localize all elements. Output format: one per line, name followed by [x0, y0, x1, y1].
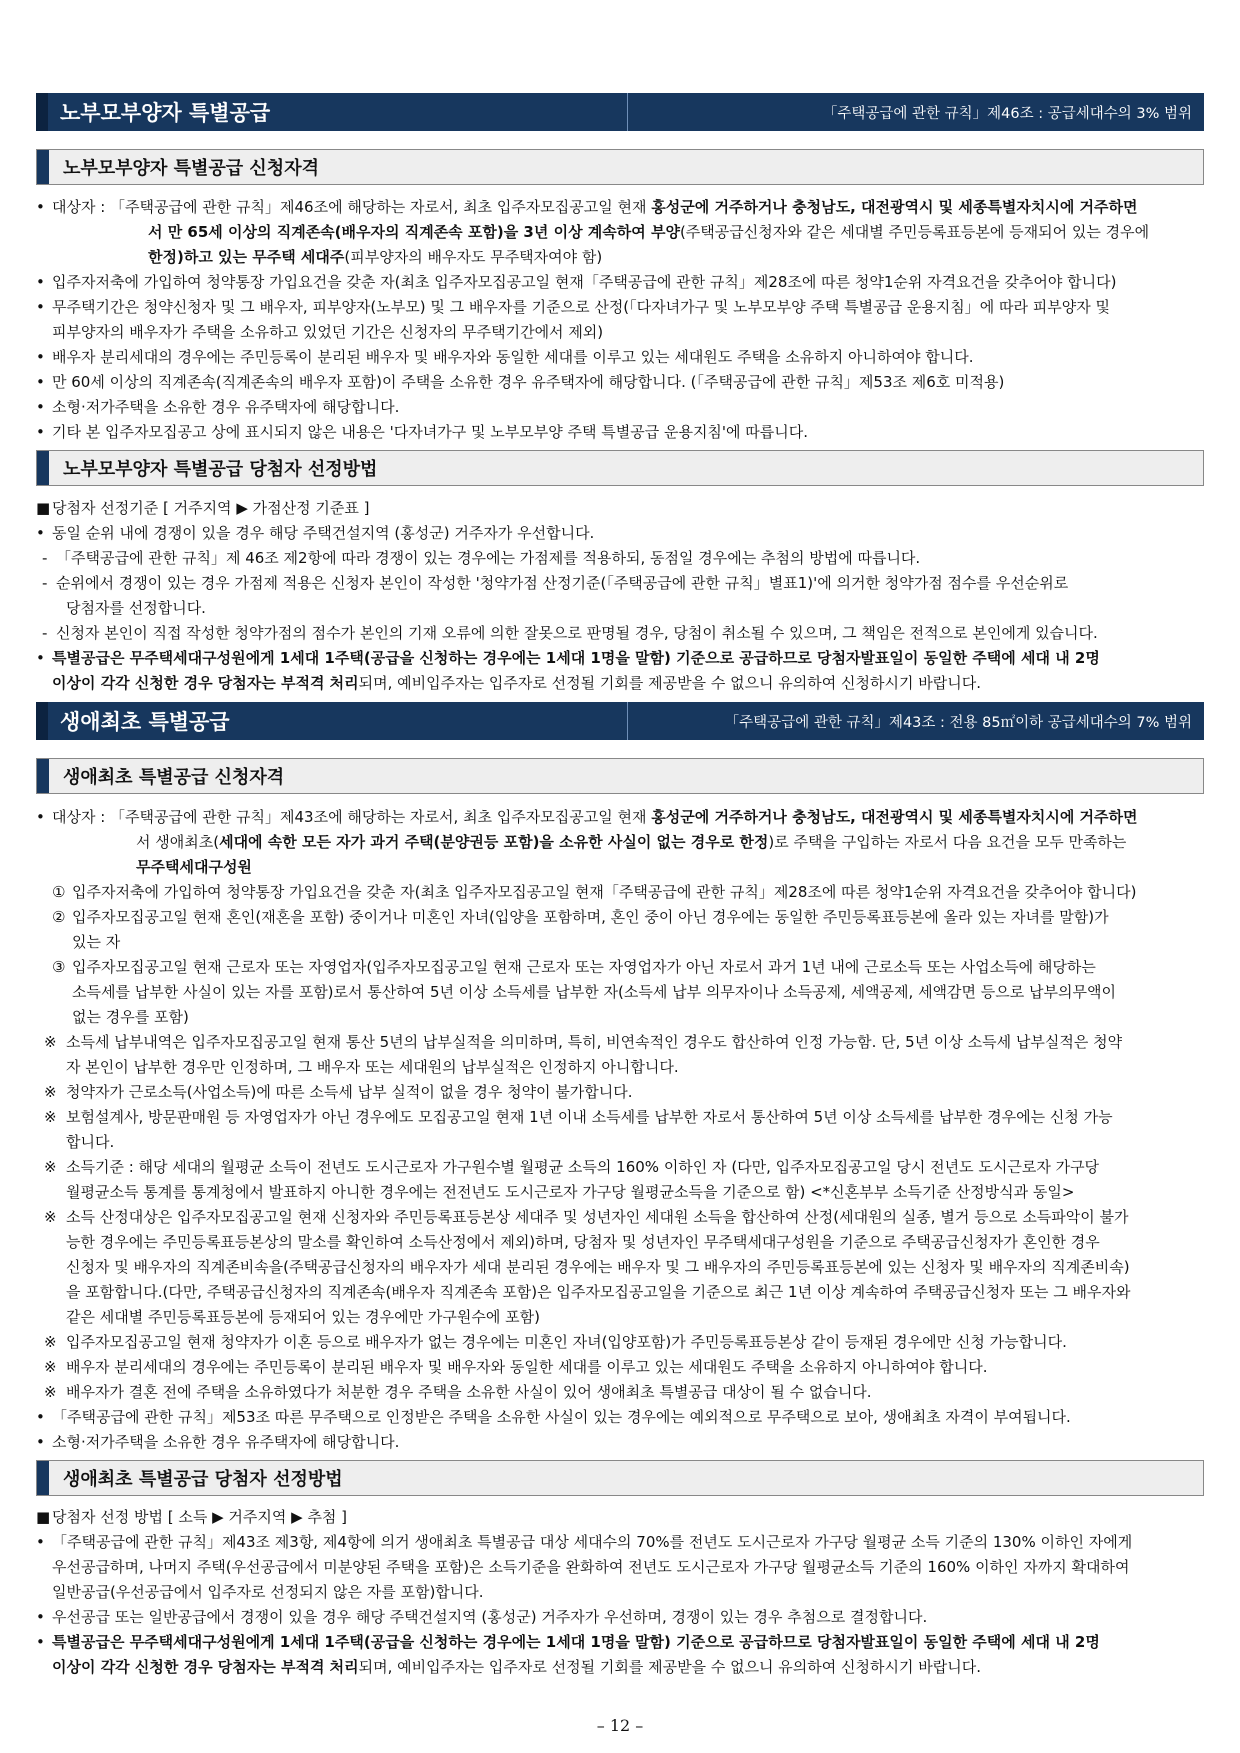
subsection-accent: [37, 1461, 49, 1495]
section-reference: 「주택공급에 관한 규칙」제46조 : 공급세대수의 3% 범위: [822, 105, 1192, 122]
list-item: • 대상자 : 「주택공급에 관한 규칙」제46조에 해당하는 자로서, 최초 입주자모집공고일 현재 홍성군에 거주하거나 충청남도, 대전광역시 및 세종특별자치시에 거주하면: [36, 198, 1138, 216]
subsection-header-eligibility: [36, 758, 1204, 794]
list-item: • 기타 본 입주자모집공고 상에 표시되지 않은 내용은 '다자녀가구 및 노부모부양 주택 특별공급 운용지침'에 따릅니다.: [36, 423, 809, 441]
list-item: ■ 당첨자 선정 방법 [ 소득 ▶ 거주지역 ▶ 추첨 ]: [36, 1508, 348, 1526]
numbered-item-cont: 소득세를 납부한 사실이 있는 자를 포함)로서 통산하여 5년 이상 소득세를 납부한 자(소득세 납부 의무자이나 소득공제, 세액공제, 세액감면 등으로 납부의무액이: [72, 983, 1116, 1001]
selection-text-block: [36, 496, 1206, 696]
note-item-cont: 을 포함합니다.(다만, 주택공급신청자의 직계존속(배우자 직계존속 포함)은 입주자모집공고일을 기준으로 최근 1년 이상 계속하여 주택공급신청자 또는 그 배우자와: [66, 1283, 1131, 1301]
note-item-cont: 같은 세대별 주민등록표등본에 등재되어 있는 경우에만 가구원수에 포함): [66, 1308, 540, 1326]
numbered-item: ③ 입주자모집공고일 현재 근로자 또는 자영업자(입주자모집공고일 현재 근로자 또는 자영업자가 아닌 자로서 과거 1년 내에 근로소득 또는 사업소득에 해당하는: [52, 958, 1096, 976]
section-reference: 「주택공급에 관한 규칙」제43조 : 전용 85㎡이하 공급세대수의 7% 범위: [724, 714, 1192, 731]
list-item: • 대상자 : 「주택공급에 관한 규칙」제43조에 해당하는 자로서, 최초 입주자모집공고일 현재 홍성군에 거주하거나 충청남도, 대전광역시 및 세종특별자치시에 거주하면: [36, 808, 1138, 826]
section-title: 생애최초 특별공급: [48, 702, 628, 740]
note-item-cont: 합니다.: [66, 1133, 115, 1151]
list-item: • 만 60세 이상의 직계존속(직계존속의 배우자 포함)이 주택을 소유한 경우 유주택자에 해당합니다. (「주택공급에 관한 규칙」제53조 제6호 미적용): [36, 373, 1005, 391]
subsection-header-selection: [36, 450, 1204, 486]
list-item: • 배우자 분리세대의 경우에는 주민등록이 분리된 배우자 및 배우자와 동일한 세대를 이루고 있는 세대원도 주택을 소유하지 아니하여야 합니다.: [36, 348, 974, 366]
section-title: 노부모부양자 특별공급: [48, 93, 628, 131]
list-item: • 무주택기간은 청약신청자 및 그 배우자, 피부양자(노부모) 및 그 배우자를 기준으로 산정(「다자녀가구 및 노부모부양 주택 특별공급 운용지침」에 따라 피부양자 및: [36, 298, 1111, 316]
numbered-item: ② 입주자모집공고일 현재 혼인(재혼을 포함) 중이거나 미혼인 자녀(입양을 포함하며, 혼인 중이 아닌 경우에는 동일한 주민등록표등본에 올라 있는 자녀를 말함)가: [52, 908, 1109, 926]
list-item: • 특별공급은 무주택세대구성원에게 1세대 1주택(공급을 신청하는 경우에는 1세대 1명을 말함) 기준으로 공급하므로 당첨자발표일이 동일한 주택에 세대 내 2명: [36, 1633, 1100, 1651]
list-item: • 우선공급 또는 일반공급에서 경쟁이 있을 경우 해당 주택건설지역 (홍성군) 거주자가 우선하며, 경쟁이 있는 경우 추첨으로 결정합니다.: [36, 1608, 928, 1626]
note-item: ※ 배우자 분리세대의 경우에는 주민등록이 분리된 배우자 및 배우자와 동일한 세대를 이루고 있는 세대원도 주택을 소유하지 아니하여야 합니다.: [44, 1358, 988, 1376]
note-item: ※ 소득 산정대상은 입주자모집공고일 현재 신청자와 주민등록표등본상 세대주 및 성년자인 세대원 소득을 합산하여 산정(세대원의 실종, 별거 등으로 소득파악이 불가: [44, 1208, 1129, 1226]
list-item: • 소형·저가주택을 소유한 경우 유주택자에 해당합니다.: [36, 398, 400, 416]
list-item: - 신청자 본인이 직접 작성한 청약가점의 점수가 본인의 기재 오류에 의한 잘못으로 판명될 경우, 당첨이 취소될 수 있으며, 그 책임은 전적으로 본인에게 있습니다.: [42, 624, 1098, 642]
first-time-eligibility-block: [36, 805, 1206, 1455]
list-item-cont: 우선공급하며, 나머지 주택(우선공급에서 미분양된 주택을 포함)은 소득기준을 완화하여 전년도 도시근로자 가구당 월평균소득 기준의 160% 이하인 자까지 확대하여: [52, 1558, 1130, 1576]
note-item: ※ 소득기준 : 해당 세대의 월평균 소득이 전년도 도시근로자 가구원수별 월평균 소득의 160% 이하인 자 (다만, 입주자모집공고일 당시 전년도 도시근로자 가구당: [44, 1158, 1100, 1176]
note-item-cont: 자 본인이 납부한 경우만 인정하며, 그 배우자 또는 세대원의 납부실적은 인정하지 아니합니다.: [66, 1058, 679, 1076]
list-item-cont: 일반공급(우선공급에서 입주자로 선정되지 않은 자를 포함)합니다.: [52, 1583, 484, 1601]
note-item: ※ 배우자가 결혼 전에 주택을 소유하였다가 처분한 경우 주택을 소유한 사실이 있어 생애최초 특별공급 대상이 될 수 없습니다.: [44, 1383, 872, 1401]
list-item: - 「주택공급에 관한 규칙」제 46조 제2항에 따라 경쟁이 있는 경우에는 가점제를 적용하되, 동점일 경우에는 추첨의 방법에 따릅니다.: [42, 549, 921, 567]
list-item: • 「주택공급에 관한 규칙」제43조 제3항, 제4항에 의거 생애최초 특별공급 대상 세대수의 70%를 전년도 도시근로자 가구당 월평균 소득 기준의 130% 이하인 자에게: [36, 1533, 1133, 1551]
list-item-cont: 서 생애최초(세대에 속한 모든 자가 과거 주택(분양권등 포함)을 소유한 사실이 없는 경우로 한정)로 주택을 구입하는 자로서 다음 요건을 모두 만족하는: [136, 833, 1127, 851]
numbered-item-cont: 없는 경우를 포함): [72, 1008, 189, 1026]
note-item-cont: 신청자 및 배우자의 직계존비속을(주택공급신청자의 배우자가 세대 분리된 경우에는 배우자 및 그 배우자의 주민등록표등본에 있는 신청자 및 배우자의 직계존비속): [66, 1258, 1130, 1276]
subsection-accent: [37, 150, 49, 184]
list-item-cont: 서 만 65세 이상의 직계존속(배우자의 직계존속 포함)을 3년 이상 계속하여 부양(주택공급신청자와 같은 세대별 주민등록표등본에 등재되어 있는 경우에: [148, 223, 1150, 241]
subsection-accent: [37, 759, 49, 793]
note-item-cont: 능한 경우에는 주민등록표등본상의 말소를 확인하여 소득산정에서 제외)하며, 당첨자 및 성년자인 무주택세대구성원을 기준으로 주택공급신청자가 혼인한 경우: [66, 1233, 1100, 1251]
numbered-item-cont: 있는 자: [72, 933, 121, 951]
section-header-parent-support: [36, 93, 1204, 131]
note-item: ※ 보험설계사, 방문판매원 등 자영업자가 아닌 경우에도 모집공고일 현재 1년 이내 소득세를 납부한 자로서 통산하여 5년 이상 소득세를 납부한 경우에는 신청 가능: [44, 1108, 1113, 1126]
note-item-cont: 월평균소득 통계를 통계청에서 발표하지 아니한 경우에는 전전년도 도시근로자 가구당 월평균소득을 기준으로 함) <*신혼부부 소득기준 산정방식과 동일>: [66, 1183, 1075, 1201]
subsection-title: 생애최초 특별공급 당첨자 선정방법: [63, 1469, 343, 1490]
list-item: • 소형·저가주택을 소유한 경우 유주택자에 해당합니다.: [36, 1433, 400, 1451]
list-item: ■ 당첨자 선정기준 [ 거주지역 ▶ 가점산정 기준표 ]: [36, 499, 370, 517]
eligibility-text-block: [36, 195, 1206, 445]
note-item: ※ 소득세 납부내역은 입주자모집공고일 현재 통산 5년의 납부실적을 의미하며, 특히, 비연속적인 경우도 합산하여 인정 가능함. 단, 5년 이상 소득세 납부실적은 청약: [44, 1033, 1123, 1051]
subsection-title: 노부모부양자 특별공급 당첨자 선정방법: [63, 459, 378, 480]
list-item-cont: 한정)하고 있는 무주택 세대주(피부양자의 배우자도 무주택자여야 함): [148, 248, 603, 266]
list-item-cont: 피부양자의 배우자가 주택을 소유하고 있었던 기간은 신청자의 무주택기간에서 제외): [52, 323, 604, 341]
list-item-cont: 당첨자를 선정합니다.: [66, 599, 206, 617]
page-number: – 12 –: [596, 1716, 644, 1735]
note-item: ※ 입주자모집공고일 현재 청약자가 이혼 등으로 배우자가 없는 경우에는 미혼인 자녀(입양포함)가 주민등록표등본상 같이 등재된 경우에만 신청 가능합니다.: [44, 1333, 1067, 1351]
subsection-header-eligibility: [36, 149, 1204, 185]
list-item: • 특별공급은 무주택세대구성원에게 1세대 1주택(공급을 신청하는 경우에는 1세대 1명을 말함) 기준으로 공급하므로 당첨자발표일이 동일한 주택에 세대 내 2명: [36, 649, 1100, 667]
list-item-cont: 이상이 각각 신청한 경우 당첨자는 부적격 처리되며, 예비입주자는 입주자로 선정될 기회를 제공받을 수 없으니 유의하여 신청하시기 바랍니다.: [52, 674, 981, 692]
subsection-title: 노부모부양자 특별공급 신청자격: [63, 158, 319, 179]
list-item: - 순위에서 경쟁이 있는 경우 가점제 적용은 신청자 본인이 작성한 '청약가점 산정기준(「주택공급에 관한 규칙」별표1)'에 의거한 청약가점 점수를 우선순위로: [42, 574, 1069, 592]
subsection-header-selection: [36, 1460, 1204, 1496]
subsection-title: 생애최초 특별공급 신청자격: [63, 767, 285, 788]
list-item: • 입주자저축에 가입하여 청약통장 가입요건을 갖춘 자(최초 입주자모집공고일 현재「주택공급에 관한 규칙」제28조에 따른 청약1순위 자격요건을 갖추어야 합니다): [36, 273, 1117, 291]
list-item: • 동일 순위 내에 경쟁이 있을 경우 해당 주택건설지역 (홍성군) 거주자가 우선합니다.: [36, 524, 595, 542]
list-item-cont: 무주택세대구성원: [136, 858, 252, 876]
numbered-item: ① 입주자저축에 가입하여 청약통장 가입요건을 갖춘 자(최초 입주자모집공고일 현재「주택공급에 관한 규칙」제28조에 따른 청약1순위 자격요건을 갖추어야 합니다): [52, 883, 1137, 901]
first-time-selection-block: [36, 1505, 1206, 1680]
subsection-accent: [37, 451, 49, 485]
note-item: ※ 청약자가 근로소득(사업소득)에 따른 소득세 납부 실적이 없을 경우 청약이 불가합니다.: [44, 1083, 633, 1101]
list-item: • 「주택공급에 관한 규칙」제53조 따른 무주택으로 인정받은 주택을 소유한 사실이 있는 경우에는 예외적으로 무주택으로 보아, 생애최초 자격이 부여됩니다.: [36, 1408, 1071, 1426]
list-item-cont: 이상이 각각 신청한 경우 당첨자는 부적격 처리되며, 예비입주자는 입주자로 선정될 기회를 제공받을 수 없으니 유의하여 신청하시기 바랍니다.: [52, 1658, 981, 1676]
section-header-first-time-buyer: [36, 702, 1204, 740]
